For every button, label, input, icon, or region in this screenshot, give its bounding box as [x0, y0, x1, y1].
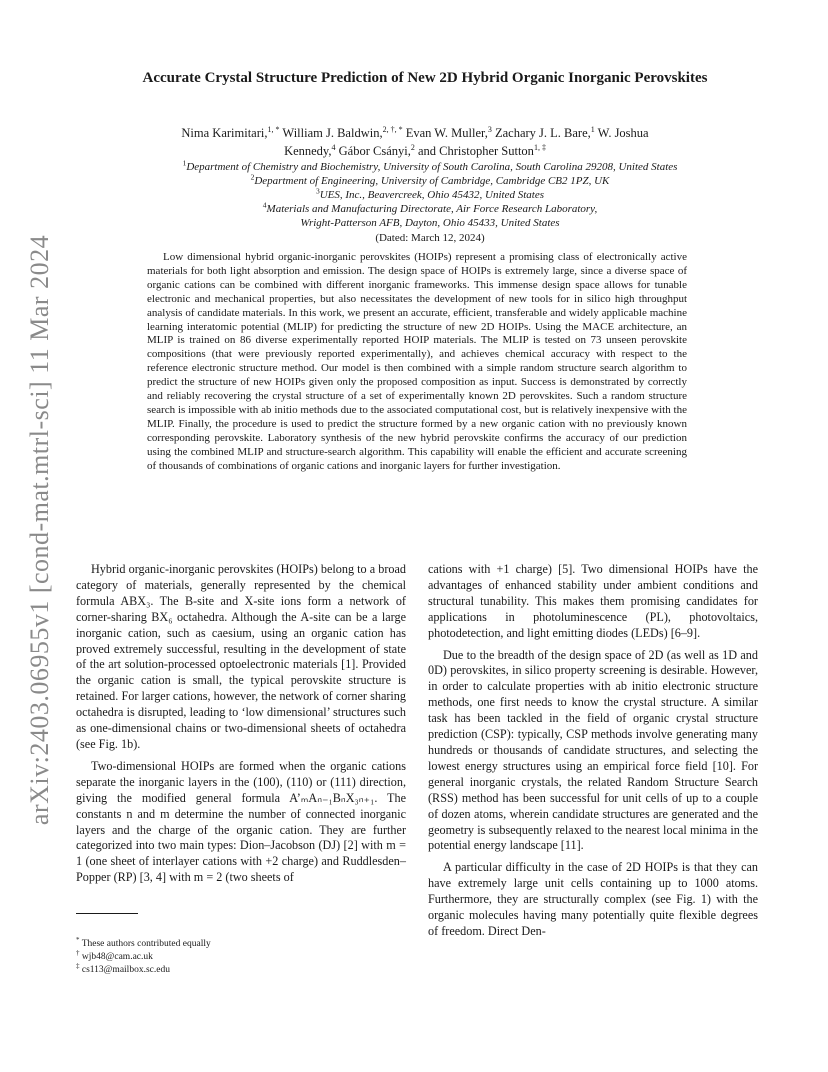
footnote: * These authors contributed equally — [76, 935, 211, 949]
footnote-list — [76, 935, 406, 977]
affiliation: $^4$Materials and Manufacturing Directorate, Air Force Research Laboratory, — [262, 200, 598, 215]
author: W. Joshua Kennedy,$^4$ — [284, 126, 649, 158]
arxiv-identifier-stamp — [20, 230, 60, 830]
author: Gábor Csányi,$^2$ — [338, 142, 415, 158]
body-paragraph: Due to the breadth of the design space of 2D (as well as 1D and 0D) perovskites, in silico property screening is desirable. However, in order to calculate properties with ab initio electronic structure methods, one first needs to know the crystal structure. A similar task has been tackled in the field of organic crystal structure prediction (CSP): typically, CSP methods involve generating many hundreds or thousands of candidate structures, and selecting the lowest energy structures using an empirical force field [10]. For general inorganic crystals, the related Random Structure Search (RSS) method has been successful for unit cells of up to a couple of dozen atoms, wherein candidate structures are generated and the geometry is subsequently relaxed to the nearest local minima in the potential energy landscape [11]. — [428, 647, 758, 853]
body-paragraph: Hybrid organic-inorganic perovskites (HOIPs) belong to a broad category of materials, generally represented by the chemical formula ABX₃. The B-site and X-site ions form a network of corner-sharing BX₆ octahedra. Although the A-site can be a large inorganic cation, such as caesium, using an organic cation has proved extremely successful, resulting in the development of state of the art solution-processed optoelectronic materials [1]. Provided the organic cation is small, the typical perovskite structure is retained. For larger cations, however, the network of corner sharing octahedra is disrupted, leading to ‘low dimensional’ structures such as one-dimensional chains or two-dimensional sheets of octahedra (see Fig. 1b). — [76, 562, 406, 751]
footnote-divider — [76, 913, 138, 914]
affiliation: $^3$UES, Inc., Beavercreek, Ohio 45432, United States — [315, 186, 545, 201]
affiliation: Wright-Patterson AFB, Dayton, Ohio 45433, United States — [300, 217, 560, 229]
author: Zachary J. L. Bare,$^1$ — [494, 124, 595, 140]
arxiv-identifier-text: arXiv:2403.06955v1 [cond-mat.mtrl-sci] 11 Mar 2024 — [25, 234, 54, 826]
author: Nima Karimitari,$^{1, *}$ — [181, 124, 280, 140]
footnote[interactable]: ‡ cs113@mailbox.sc.edu — [76, 961, 170, 975]
affiliation-list — [100, 160, 760, 230]
affiliation: $^2$Department of Engineering, University of Cambridge, Cambridge CB2 1PZ, UK — [250, 172, 610, 187]
body-column-right — [428, 562, 758, 946]
body-column-left — [76, 562, 406, 892]
abstract: Low dimensional hybrid organic-inorganic perovskites (HOIPs) represent a promising class of electronically active materials for both light absorption and emission. The design space of HOIPs is extremely large, since a diverse space of organic cations can be combined with different inorganic frameworks. This immense design space allows for tunable electronic and mechanical properties, but also necessitates the development of new tools for in silico high throughput analysis of candidate materials. In this work, we present an accurate, efficient, transferable and widely applicable machine learning interatomic potential (MLIP) for predicting the structure of new 2D HOIPs. Using the MACE architecture, an MLIP is trained on 86 diverse experimentally reported HOIP materials. The MLIP is tested on 73 unseen perovskite compositions (that were previously reported experimentally), and achieves chemical accuracy with respect to the reference electronic structure method. Our model is then combined with a simple random structure search algorithm to predict the structure of new HOIPs given only the proposed composition as input. Success is demonstrated by correctly and reliably recovering the crystal structure of a set of experimentally known 2D perovskites. Such a random structure search is impossible with ab initio methods due to the associated computational cost, but is relatively inexpensive with the MLIP. Finally, the procedure is used to predict the structure formed by a new organic cation with no previously known corresponding perovskite. Laboratory synthesis of the new hybrid perovskite confirms the accuracy of our prediction using the combined MLIP and structure-search algorithm. This capability will enable the efficient and accurate screening of thousands of combinations of organic cations and inorganic layers for further investigation. — [147, 251, 687, 472]
author: and Christopher Sutton$^{1, \ddagger}$ — [417, 142, 546, 158]
author-list — [170, 124, 660, 160]
body-paragraph: Two-dimensional HOIPs are formed when the organic cations separate the inorganic layers in the (100), (110) or (111) direction, giving the modified general formula A’ₘAₙ₋₁BₙX₃ₙ₊₁. The constants n and m determine the number of connected inorganic layers and the charge of the organic cation. They are further categorized into two main types: Dion–Jacobson (DJ) [2] with m = 1 (one sheet of interlayer cations with +2 charge) and Ruddlesden–Popper (RP) [3, 4] with m = 2 (two sheets of — [76, 758, 406, 885]
paper-title: Accurate Crystal Structure Prediction of New 2D Hybrid Organic Inorganic Perovskites — [142, 70, 708, 86]
footnote[interactable]: † wjb48@cam.ac.uk — [76, 948, 153, 962]
body-paragraph: A particular difficulty in the case of 2D HOIPs is that they can have extremely large unit cells containing up to 1000 atoms. Furthermore, they are structurally complex (see Fig. 1) with the organic molecules having many potentially quite flexible degrees of freedom. Direct Den- — [428, 860, 758, 938]
body-paragraph: cations with +1 charge) [5]. Two dimensional HOIPs have the advantages of enhanced stability under ambient conditions and structural tunability. This makes them promising candidates for applications in photoluminescence (PL), photovoltaics, photodetection, and light emitting diodes (LEDs) [6–9]. — [428, 562, 758, 640]
date-line: (Dated: March 12, 2024) — [375, 232, 485, 244]
author: Evan W. Muller,$^3$ — [405, 124, 492, 140]
affiliation: $^1$Department of Chemistry and Biochemistry, University of South Carolina, South Carolina 29208, United States — [182, 158, 678, 173]
author: William J. Baldwin,$^{2, \dagger, *}$ — [282, 124, 403, 140]
